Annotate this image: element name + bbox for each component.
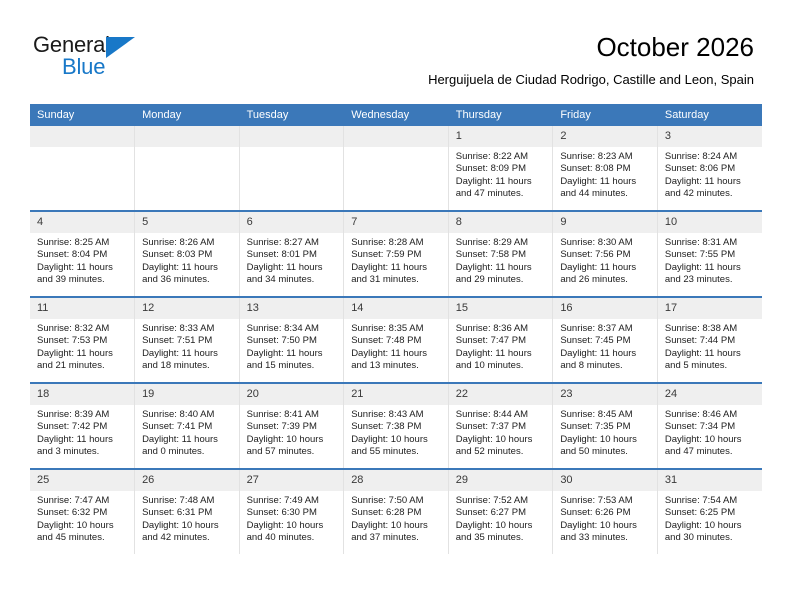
sunrise-text: Sunrise: 8:41 AM [246,409,319,420]
daylight-text-line1: Daylight: 11 hours [351,347,428,359]
day-number: 8 [449,212,553,233]
sunrise-text: Sunrise: 8:25 AM [37,237,110,248]
sunrise-sunset-calendar [30,104,762,554]
calendar-day-cell-empty [135,126,240,211]
sunrise-text: Sunrise: 7:50 AM [351,495,424,506]
daylight-text-line2: and 30 minutes. [664,532,733,544]
calendar-day-cell[interactable] [657,297,762,383]
day-details [449,233,553,287]
calendar-day-cell[interactable] [553,469,658,554]
sunset-text: Sunset: 7:50 PM [246,335,317,347]
weekday-header-wednesday: Wednesday [344,104,449,126]
day-number: 7 [344,212,448,233]
sunrise-text: Sunrise: 8:40 AM [142,409,215,420]
day-details [135,405,239,459]
daylight-text-line2: and 39 minutes. [37,274,105,286]
day-details [658,319,762,373]
day-details [449,491,553,545]
day-details [553,233,657,287]
sunset-text: Sunset: 6:31 PM [142,507,213,519]
sunset-text: Sunset: 8:06 PM [664,163,736,175]
calendar-week-row [30,383,762,469]
calendar-day-cell[interactable] [553,211,658,297]
sunrise-text: Sunrise: 8:39 AM [37,409,110,420]
daylight-text-line1: Daylight: 10 hours [142,519,219,531]
daylight-text-line2: and 21 minutes. [37,360,105,372]
sunrise-text: Sunrise: 8:29 AM [455,237,529,248]
daylight-text-line1: Daylight: 11 hours [142,433,218,445]
day-number: 26 [135,470,239,491]
weekday-header-monday: Monday [135,104,240,126]
calendar-day-cell[interactable] [239,383,344,469]
sunrise-text: Sunrise: 8:33 AM [142,323,215,334]
day-number: 28 [344,470,448,491]
calendar-day-cell[interactable] [135,383,240,469]
daylight-text-line1: Daylight: 10 hours [351,433,428,445]
daylight-text-line2: and 47 minutes. [664,446,733,458]
day-number: 2 [553,126,657,147]
weekday-header-sunday: Sunday [30,104,135,126]
day-details [344,405,448,459]
daylight-text-line2: and 13 minutes. [351,360,419,372]
day-number: 31 [658,470,762,491]
location-subtitle: Herguijuela de Ciudad Rodrigo, Castille and Leon, Spain [428,72,754,87]
day-number: 23 [553,384,657,405]
day-details [240,405,344,459]
sunset-text: Sunset: 7:39 PM [246,421,317,433]
sunrise-text: Sunrise: 7:48 AM [142,495,215,506]
calendar-day-cell[interactable] [553,297,658,383]
sunset-text: Sunset: 7:55 PM [664,249,736,261]
day-details [449,147,553,201]
calendar-day-cell[interactable] [448,211,553,297]
sunset-text: Sunset: 7:47 PM [455,335,526,347]
day-details [30,233,134,287]
day-details [240,491,344,545]
sunrise-text: Sunrise: 8:32 AM [37,323,110,334]
sunset-text: Sunset: 7:51 PM [142,335,213,347]
daylight-text-line2: and 15 minutes. [246,360,315,372]
calendar-day-cell[interactable] [448,469,553,554]
day-number: 11 [30,298,134,319]
day-number: 21 [344,384,448,405]
daylight-text-line2: and 29 minutes. [455,274,524,286]
day-number: 12 [135,298,239,319]
weekday-header-friday: Friday [553,104,658,126]
daylight-text-line1: Daylight: 11 hours [37,433,113,445]
day-details [658,147,762,201]
calendar-day-cell[interactable] [344,297,449,383]
day-number [344,126,448,147]
calendar-day-cell[interactable] [344,211,449,297]
day-details [449,405,553,459]
day-number: 3 [658,126,762,147]
sunrise-text: Sunrise: 8:45 AM [560,409,633,420]
sunrise-text: Sunrise: 8:37 AM [560,323,633,334]
calendar-day-cell-empty [344,126,449,211]
day-number: 29 [449,470,553,491]
day-number: 1 [449,126,553,147]
day-number [135,126,239,147]
day-number [30,126,134,147]
day-details [135,233,239,287]
page-title: October 2026 [596,32,754,62]
sunrise-text: Sunrise: 7:54 AM [664,495,738,506]
calendar-day-cell[interactable] [448,383,553,469]
day-details [135,319,239,373]
weekday-header-tuesday: Tuesday [239,104,344,126]
daylight-text-line2: and 23 minutes. [664,274,733,286]
daylight-text-line2: and 5 minutes. [664,360,728,372]
sunset-text: Sunset: 7:35 PM [560,421,631,433]
sunset-text: Sunset: 6:26 PM [560,507,631,519]
daylight-text-line1: Daylight: 11 hours [560,347,637,359]
sunrise-text: Sunrise: 8:23 AM [560,151,633,162]
calendar-day-cell[interactable] [30,469,135,554]
day-number: 5 [135,212,239,233]
sunset-text: Sunset: 7:37 PM [455,421,526,433]
daylight-text-line1: Daylight: 10 hours [37,519,114,531]
calendar-day-cell[interactable] [448,297,553,383]
day-details [658,491,762,545]
daylight-text-line2: and 34 minutes. [246,274,315,286]
day-number: 13 [240,298,344,319]
calendar-day-cell[interactable] [30,383,135,469]
daylight-text-line2: and 40 minutes. [246,532,315,544]
daylight-text-line1: Daylight: 10 hours [246,519,324,531]
sunset-text: Sunset: 7:58 PM [455,249,526,261]
daylight-text-line2: and 57 minutes. [246,446,315,458]
sunset-text: Sunset: 7:38 PM [351,421,422,433]
calendar-day-cell[interactable] [553,383,658,469]
calendar-day-cell-empty [239,126,344,211]
day-number [240,126,344,147]
daylight-text-line2: and 52 minutes. [455,446,524,458]
calendar-day-cell[interactable] [448,126,553,211]
day-number: 10 [658,212,762,233]
daylight-text-line2: and 18 minutes. [142,360,210,372]
sunrise-text: Sunrise: 7:53 AM [560,495,633,506]
sunrise-text: Sunrise: 8:43 AM [351,409,424,420]
daylight-text-line2: and 50 minutes. [560,446,628,458]
daylight-text-line1: Daylight: 11 hours [37,261,113,273]
sunset-text: Sunset: 7:44 PM [664,335,736,347]
day-number: 17 [658,298,762,319]
daylight-text-line2: and 55 minutes. [351,446,419,458]
daylight-text-line2: and 33 minutes. [560,532,628,544]
sunset-text: Sunset: 8:01 PM [246,249,317,261]
sunrise-text: Sunrise: 8:24 AM [664,151,738,162]
day-details [553,147,657,201]
sunset-text: Sunset: 6:28 PM [351,507,422,519]
sunset-text: Sunset: 8:03 PM [142,249,213,261]
daylight-text-line1: Daylight: 11 hours [37,347,113,359]
daylight-text-line1: Daylight: 11 hours [351,261,428,273]
daylight-text-line2: and 3 minutes. [37,446,100,458]
page-header [0,0,792,100]
weekday-header-row [30,104,762,126]
calendar-day-cell[interactable] [657,469,762,554]
daylight-text-line1: Daylight: 11 hours [664,261,741,273]
daylight-text-line2: and 47 minutes. [455,188,524,200]
sunrise-text: Sunrise: 8:30 AM [560,237,633,248]
daylight-text-line1: Daylight: 10 hours [560,519,637,531]
daylight-text-line2: and 42 minutes. [664,188,733,200]
day-number: 24 [658,384,762,405]
calendar-body [30,126,762,554]
calendar-day-cell[interactable] [657,126,762,211]
sunrise-text: Sunrise: 8:31 AM [664,237,738,248]
day-details [135,491,239,545]
calendar-day-cell[interactable] [344,383,449,469]
daylight-text-line1: Daylight: 11 hours [664,175,741,187]
sunrise-text: Sunrise: 8:26 AM [142,237,215,248]
daylight-text-line2: and 8 minutes. [560,360,623,372]
calendar-day-cell[interactable] [553,126,658,211]
sunset-text: Sunset: 7:48 PM [351,335,422,347]
sunrise-text: Sunrise: 8:22 AM [455,151,529,162]
sunset-text: Sunset: 6:30 PM [246,507,317,519]
daylight-text-line1: Daylight: 11 hours [664,347,741,359]
daylight-text-line1: Daylight: 11 hours [560,175,637,187]
calendar-day-cell[interactable] [135,469,240,554]
daylight-text-line1: Daylight: 11 hours [142,347,218,359]
sunrise-text: Sunrise: 8:44 AM [455,409,529,420]
daylight-text-line2: and 0 minutes. [142,446,205,458]
sunrise-text: Sunrise: 8:38 AM [664,323,738,334]
calendar-week-row [30,211,762,297]
day-details [344,319,448,373]
calendar-day-cell[interactable] [30,297,135,383]
sunrise-text: Sunrise: 8:27 AM [246,237,319,248]
day-details [30,491,134,545]
daylight-text-line1: Daylight: 10 hours [664,433,742,445]
day-number: 22 [449,384,553,405]
daylight-text-line1: Daylight: 10 hours [351,519,428,531]
logo-text-blue: Blue [62,54,106,79]
day-number: 4 [30,212,134,233]
sunrise-text: Sunrise: 8:28 AM [351,237,424,248]
day-details [553,319,657,373]
day-details [30,405,134,459]
sunset-text: Sunset: 7:41 PM [142,421,213,433]
day-number: 20 [240,384,344,405]
day-details [553,491,657,545]
sunset-text: Sunset: 7:56 PM [560,249,631,261]
calendar-day-cell[interactable] [135,211,240,297]
day-details [344,233,448,287]
sunset-text: Sunset: 7:42 PM [37,421,108,433]
daylight-text-line2: and 45 minutes. [37,532,105,544]
calendar-day-cell[interactable] [135,297,240,383]
daylight-text-line1: Daylight: 11 hours [246,347,323,359]
sunrise-text: Sunrise: 7:52 AM [455,495,529,506]
sunset-text: Sunset: 8:08 PM [560,163,631,175]
day-number: 18 [30,384,134,405]
day-details [449,319,553,373]
daylight-text-line1: Daylight: 11 hours [455,261,532,273]
calendar-day-cell[interactable] [239,469,344,554]
title-block [428,30,754,88]
calendar-day-cell[interactable] [239,297,344,383]
weekday-header-thursday: Thursday [448,104,553,126]
logo-text-general: General [33,32,110,57]
sunrise-text: Sunrise: 8:34 AM [246,323,319,334]
day-number: 25 [30,470,134,491]
daylight-text-line1: Daylight: 10 hours [664,519,742,531]
daylight-text-line1: Daylight: 10 hours [455,433,533,445]
day-number: 16 [553,298,657,319]
day-details [240,233,344,287]
sunset-text: Sunset: 7:45 PM [560,335,631,347]
calendar-day-cell-empty [30,126,135,211]
sunset-text: Sunset: 6:32 PM [37,507,108,519]
sunset-text: Sunset: 7:59 PM [351,249,422,261]
sunrise-text: Sunrise: 8:36 AM [455,323,529,334]
day-number: 30 [553,470,657,491]
day-number: 27 [240,470,344,491]
sunset-text: Sunset: 7:34 PM [664,421,736,433]
sunset-text: Sunset: 6:27 PM [455,507,526,519]
day-details [240,319,344,373]
daylight-text-line2: and 10 minutes. [455,360,524,372]
daylight-text-line2: and 26 minutes. [560,274,628,286]
daylight-text-line2: and 37 minutes. [351,532,419,544]
sunset-text: Sunset: 7:53 PM [37,335,108,347]
calendar-day-cell[interactable] [344,469,449,554]
calendar-week-row [30,469,762,554]
sunset-text: Sunset: 8:09 PM [455,163,526,175]
day-number: 14 [344,298,448,319]
sunrise-text: Sunrise: 8:35 AM [351,323,424,334]
daylight-text-line1: Daylight: 11 hours [142,261,218,273]
sunset-text: Sunset: 8:04 PM [37,249,108,261]
daylight-text-line1: Daylight: 10 hours [560,433,637,445]
daylight-text-line1: Daylight: 11 hours [455,175,532,187]
calendar-week-row [30,297,762,383]
sunset-text: Sunset: 6:25 PM [664,507,736,519]
day-number: 9 [553,212,657,233]
sunrise-text: Sunrise: 7:49 AM [246,495,319,506]
calendar-day-cell[interactable] [657,211,762,297]
day-details [658,405,762,459]
day-number: 6 [240,212,344,233]
day-details [30,319,134,373]
general-blue-logo[interactable] [33,32,223,82]
day-number: 19 [135,384,239,405]
daylight-text-line1: Daylight: 10 hours [246,433,324,445]
triangle-icon [106,37,135,58]
calendar-day-cell[interactable] [657,383,762,469]
daylight-text-line2: and 35 minutes. [455,532,524,544]
daylight-text-line2: and 36 minutes. [142,274,210,286]
calendar-day-cell[interactable] [30,211,135,297]
daylight-text-line1: Daylight: 10 hours [455,519,533,531]
daylight-text-line2: and 31 minutes. [351,274,419,286]
calendar-day-cell[interactable] [239,211,344,297]
day-details [344,491,448,545]
daylight-text-line1: Daylight: 11 hours [246,261,323,273]
weekday-header-saturday: Saturday [657,104,762,126]
day-details [658,233,762,287]
day-number: 15 [449,298,553,319]
calendar-week-row [30,126,762,211]
daylight-text-line2: and 44 minutes. [560,188,628,200]
day-details [553,405,657,459]
daylight-text-line1: Daylight: 11 hours [560,261,637,273]
daylight-text-line1: Daylight: 11 hours [455,347,532,359]
sunrise-text: Sunrise: 8:46 AM [664,409,738,420]
daylight-text-line2: and 42 minutes. [142,532,210,544]
sunrise-text: Sunrise: 7:47 AM [37,495,110,506]
